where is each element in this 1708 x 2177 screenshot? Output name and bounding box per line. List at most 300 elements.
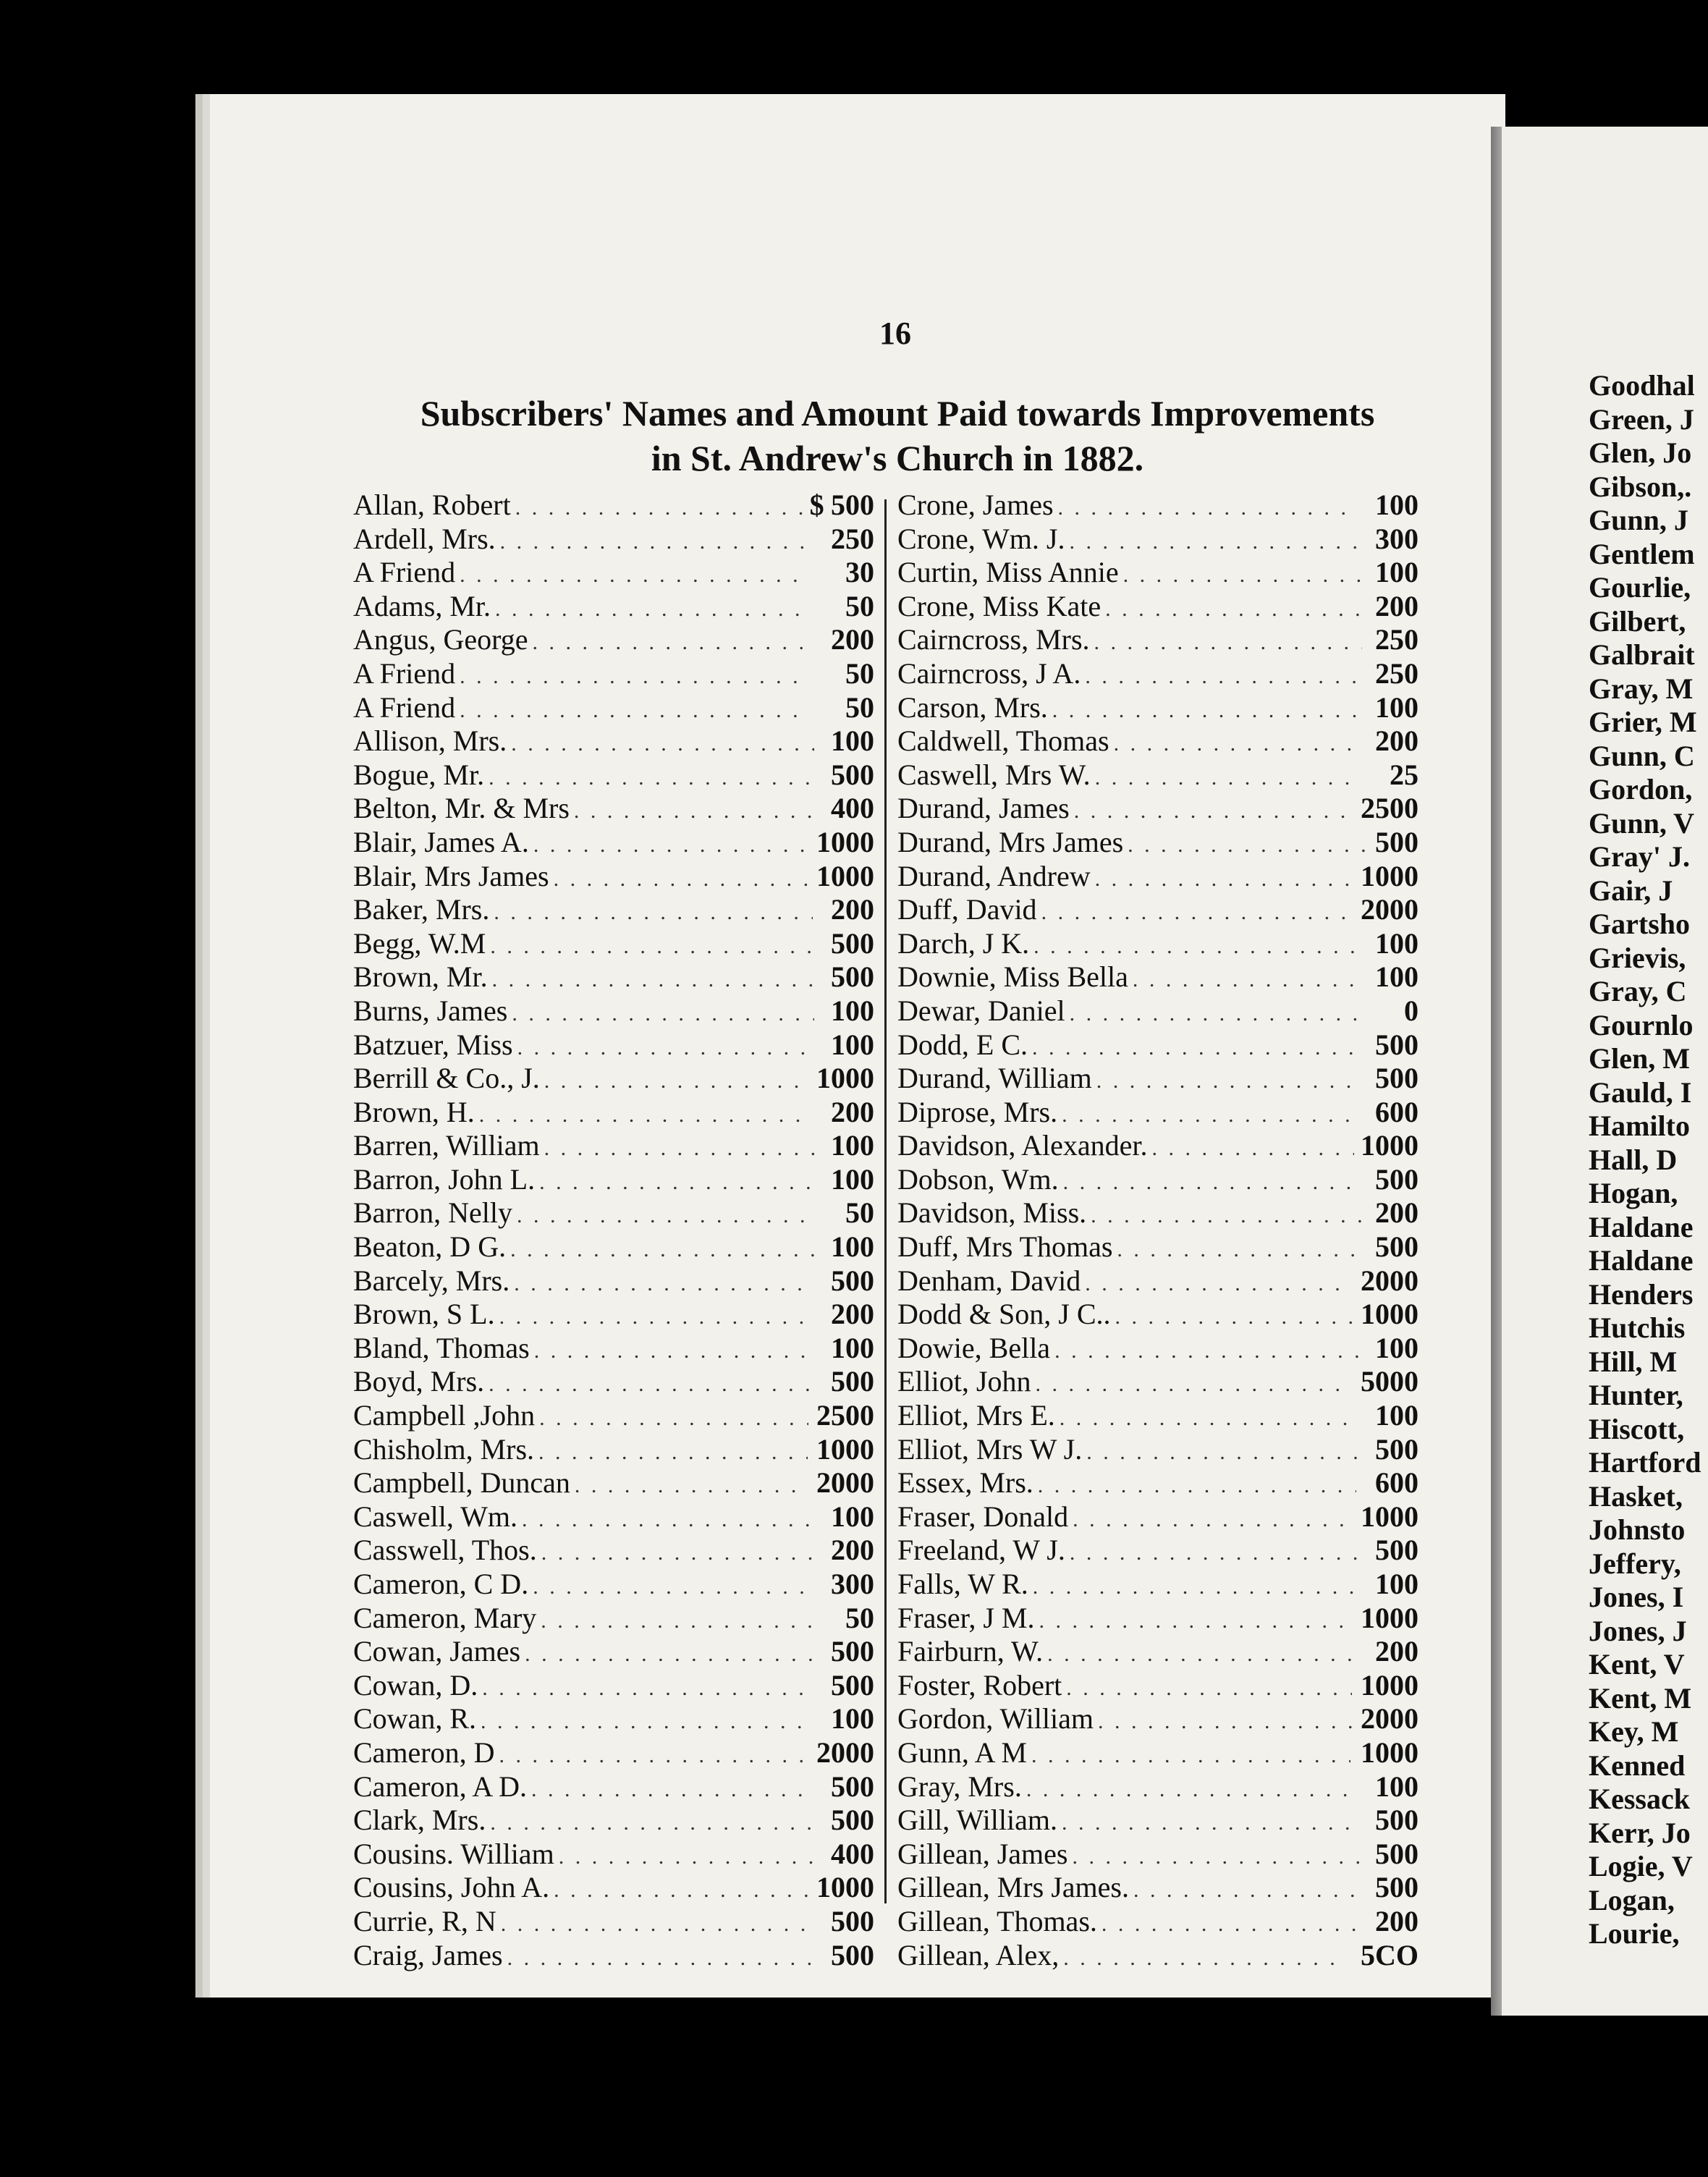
dot-leader [1065, 997, 1369, 1028]
amount-cents: 00 [1390, 859, 1419, 892]
subscriber-name: Brown, Mr. [353, 960, 488, 994]
amount-dollars: 2 [831, 522, 845, 555]
subscriber-name: Davidson, Alexander. [897, 1129, 1148, 1162]
dot-leader [1081, 660, 1361, 691]
subscriber-name: Elliot, John [897, 1365, 1031, 1398]
right-page-name: Haldane [1589, 1210, 1694, 1243]
column-divider [884, 499, 887, 1903]
subscriber-row [897, 994, 1419, 1028]
dot-leader [1031, 1368, 1350, 1399]
amount-cents: 00 [1390, 1028, 1419, 1061]
dot-leader [495, 1739, 807, 1770]
subscriber-row [353, 1804, 874, 1838]
subscriber-name: Clark, Mrs. [353, 1804, 486, 1837]
dot-leader [489, 896, 812, 927]
subscriber-name: Carson, Mrs. [897, 690, 1048, 724]
dot-leader [484, 761, 812, 792]
amount-cents: 00 [1390, 1500, 1419, 1533]
subscriber-name: Cousins. William [353, 1837, 554, 1870]
dot-leader [496, 525, 813, 557]
subscriber-name: Cowan, James [353, 1635, 521, 1668]
right-page-name: Lourie, [1589, 1917, 1680, 1950]
subscriber-name: Cowan, R. [353, 1702, 476, 1736]
right-page-name: Kent, M [1589, 1681, 1692, 1715]
amount-cents: 00 [1390, 1804, 1419, 1837]
dot-leader [535, 1402, 808, 1433]
dot-leader [530, 1335, 816, 1366]
subscriber-row [353, 523, 874, 557]
amount-dollars: 1 [1375, 489, 1390, 521]
amount-cents: 30 [845, 556, 874, 589]
right-page-name: Gourlie, [1589, 571, 1691, 604]
right-page-name: Grievis, [1589, 941, 1686, 974]
amount-cents: 00 [845, 893, 874, 926]
dot-leader [1123, 829, 1365, 860]
dot-leader [534, 1436, 808, 1467]
amount-dollars: 1 [831, 1702, 846, 1736]
dot-leader [1059, 1942, 1345, 1973]
amount-dollars: 5 [1375, 1162, 1390, 1196]
subscriber-row [353, 1298, 874, 1332]
dot-leader [1101, 593, 1363, 624]
amount-cents: 00 [1390, 1264, 1419, 1297]
right-page-column [1589, 369, 1708, 1951]
right-page-name: Jones, J [1589, 1614, 1687, 1647]
subscriber-name: Downie, Miss Bella [897, 960, 1128, 994]
amount-cents: 00 [1390, 690, 1419, 724]
subscriber-row [353, 1264, 874, 1298]
subscriber-name: Angus, George [353, 623, 528, 656]
dot-leader [1112, 1233, 1364, 1264]
amount-dollars: 5 [1375, 1432, 1390, 1466]
subscriber-name: Campbell ,John [353, 1399, 536, 1432]
amount-cents: 00 [1390, 926, 1419, 960]
dot-leader [1022, 1773, 1356, 1804]
subscriber-name: Essex, Mrs. [897, 1466, 1033, 1500]
amount-cents: 00 [1390, 1365, 1419, 1398]
right-page-name: Gordon, [1589, 773, 1693, 806]
subscriber-row [897, 1602, 1419, 1636]
subscriber-row [897, 1635, 1419, 1669]
amount-cents: 50 [845, 589, 874, 622]
dot-leader [1097, 1908, 1363, 1939]
amount-dollars: 25 [816, 1399, 845, 1432]
amount-dollars: 5 [831, 1635, 845, 1668]
subscriber-name: Durand, Andrew [897, 859, 1091, 892]
amount-cents: 00 [845, 1466, 874, 1500]
subscriber-name: Caswell, Mrs W. [897, 758, 1091, 791]
dot-leader [496, 1908, 813, 1939]
amount-cents: 00 [845, 1668, 874, 1702]
subscriber-row [353, 1871, 874, 1905]
dot-leader [1028, 1031, 1356, 1062]
subscriber-name: A Friend [353, 656, 456, 690]
subscriber-name: Cairncross, Mrs. [897, 623, 1090, 656]
subscriber-row [897, 1669, 1419, 1703]
middle-column [897, 489, 1419, 1972]
subscriber-row [353, 724, 874, 758]
amount-cents: 00 [845, 1298, 874, 1331]
subscriber-name: Darch, J K. [897, 926, 1030, 960]
dot-leader [1043, 1638, 1358, 1669]
right-page-name: Gair, J [1589, 874, 1673, 907]
amount-cents: 00 [845, 1871, 874, 1904]
right-page-name: Jeffery, [1589, 1547, 1681, 1580]
amount-dollars: 10 [1361, 1298, 1390, 1331]
subscriber-row [353, 691, 874, 725]
amount-dollars: 1 [1375, 690, 1390, 724]
subscriber-name: Bogue, Mr. [353, 758, 485, 791]
amount-dollars: 1 [1375, 1568, 1390, 1600]
subscriber-row [353, 489, 874, 523]
title-line-2: in St. Andrew's Church in 1882. [651, 438, 1144, 478]
amount-dollars: 1 [1375, 556, 1390, 589]
amount-dollars: 10 [1361, 1736, 1390, 1769]
subscriber-name: Beaton, D G. [353, 1230, 507, 1264]
amount-cents: 00 [845, 1365, 874, 1398]
subscriber-name: Allan, Robert [353, 489, 511, 521]
amount-cents: 0 [1404, 994, 1419, 1027]
amount-cents: 00 [845, 994, 874, 1027]
subscriber-name: Gillean, Alex, [897, 1938, 1060, 1971]
subscriber-row [353, 1500, 874, 1534]
amount-cents: 50 [845, 690, 874, 724]
dot-leader [529, 829, 808, 860]
subscriber-name: Barcely, Mrs. [353, 1264, 510, 1297]
amount-cents: 00 [1390, 893, 1419, 926]
amount-dollars: 20 [1361, 893, 1390, 926]
right-page-name: Gartsho [1589, 908, 1690, 940]
amount-dollars: 6 [1374, 1466, 1390, 1500]
amount-cents: 00 [845, 1534, 874, 1567]
right-page-name: Glen, Jo [1589, 436, 1692, 469]
amount-cents: 00 [1389, 1837, 1419, 1870]
subscriber-row [353, 1838, 874, 1872]
right-page-name: Hogan, [1589, 1177, 1678, 1209]
amount-dollars: 5 [830, 1770, 845, 1803]
subscriber-row [353, 1736, 874, 1770]
dot-leader [540, 1065, 808, 1096]
amount-cents: 50 [845, 1601, 874, 1634]
subscriber-name: Currie, R, N [353, 1904, 496, 1937]
right-page-name: Kenned [1589, 1749, 1686, 1782]
subscriber-row [897, 590, 1419, 624]
amount-cents: 00 [845, 1432, 874, 1466]
subscriber-name: Elliot, Mrs W J. [897, 1432, 1083, 1466]
amount-dollars: 1 [831, 1331, 846, 1364]
dot-leader [520, 1638, 815, 1669]
subscriber-row [353, 1770, 874, 1804]
subscriber-name: Durand, William [897, 1062, 1092, 1095]
dot-leader [1054, 491, 1359, 523]
amount-cents: 00 [845, 724, 874, 758]
amount-dollars: 5 [1375, 1062, 1390, 1095]
amount-dollars: 6 [1375, 1095, 1390, 1128]
amount-cents: 00 [845, 1568, 874, 1600]
amount-cents: 00 [1390, 1871, 1419, 1904]
right-page-name: Gibson,. [1589, 470, 1692, 503]
right-page-name: Gilbert, [1589, 604, 1686, 638]
subscriber-row [353, 590, 874, 624]
dot-leader [1057, 1806, 1359, 1838]
subscriber-row [897, 523, 1419, 557]
amount-cents: 00 [845, 1264, 874, 1297]
subscriber-name: Davidson, Miss. [897, 1196, 1087, 1230]
right-page-name: Hamilto [1589, 1109, 1690, 1142]
amount-dollars: 10 [816, 859, 845, 892]
subscriber-row [353, 657, 874, 691]
subscriber-name: Begg, W.M [353, 926, 486, 960]
dot-leader [1070, 795, 1352, 826]
dot-leader [511, 491, 810, 523]
right-page-name: Haldane [1589, 1244, 1694, 1277]
subscriber-row [897, 792, 1419, 826]
dot-leader [1119, 559, 1365, 590]
subscriber-name: Gill, William. [897, 1804, 1057, 1837]
dot-leader [1091, 761, 1362, 792]
amount-dollars: 10 [1361, 1500, 1390, 1533]
right-page-name: Gournlo [1589, 1008, 1694, 1041]
subscriber-row [353, 1702, 874, 1736]
amount-dollars: 10 [1361, 1668, 1390, 1702]
amount-cents: 00 [1390, 1904, 1419, 1937]
amount-cents: 00 [845, 1028, 874, 1061]
right-page-name: Key, M [1589, 1715, 1679, 1748]
dot-leader [1037, 896, 1351, 927]
subscriber-name: Cameron, A D. [353, 1770, 527, 1803]
dot-leader [1081, 1267, 1352, 1298]
right-page-name: Hiscott, [1589, 1412, 1685, 1445]
dot-leader [1029, 930, 1356, 961]
dot-leader [476, 1705, 811, 1736]
dot-leader [540, 1132, 818, 1163]
amount-dollars: 1 [1375, 1331, 1390, 1364]
right-page-name: Kent, V [1589, 1648, 1685, 1681]
subscriber-row [897, 1365, 1419, 1399]
subscriber-name: Gordon, William [897, 1702, 1094, 1736]
subscriber-row [897, 1028, 1419, 1062]
amount-cents: 00 [845, 1129, 874, 1162]
subscriber-row [353, 1096, 874, 1130]
amount-cents: 00 [845, 1904, 874, 1937]
right-page-name: Hartford [1589, 1446, 1701, 1479]
subscriber-name: Casswell, Thos. [353, 1534, 537, 1567]
dot-leader [503, 1942, 814, 1973]
subscriber-name: Gillean, James [897, 1837, 1068, 1870]
amount-dollars: 2 [1375, 623, 1390, 656]
right-page-name: Jones, I [1589, 1581, 1684, 1613]
amount-dollars: 10 [816, 1432, 845, 1466]
subscriber-name: Barron, John L. [353, 1162, 536, 1196]
amount-cents: 00 [1390, 589, 1419, 622]
subscriber-row [897, 1433, 1419, 1467]
subscriber-name: Cameron, C D. [353, 1568, 529, 1600]
dot-leader [488, 963, 813, 994]
subscriber-row [897, 826, 1419, 860]
amount-dollars: 20 [1361, 1702, 1390, 1736]
amount-cents: 00 [1390, 1432, 1419, 1466]
amount-dollars: 1 [831, 1028, 846, 1061]
subscriber-name: Crone, Wm. J. [897, 522, 1065, 555]
dot-leader [1068, 1503, 1352, 1534]
dot-leader [536, 1605, 816, 1636]
amount-dollars: 2 [831, 1298, 845, 1331]
amount-cents: 00 [1390, 1095, 1419, 1128]
amount-cents: 00 [845, 1399, 874, 1432]
right-page-name: Hunter, [1589, 1379, 1683, 1411]
right-page-name: Gentlem [1589, 537, 1695, 570]
subscriber-name: Cameron, Mary [353, 1601, 537, 1634]
subscriber-row [897, 1399, 1419, 1433]
dot-leader [1129, 1874, 1366, 1905]
subscriber-row [353, 556, 874, 590]
subscriber-row [353, 1129, 874, 1163]
amount-cents: 00 [1390, 1062, 1419, 1095]
subscriber-name: Brown, S L. [353, 1298, 495, 1331]
amount-cents: 00 [1390, 1399, 1419, 1432]
amount-dollars: 5 [1375, 1534, 1390, 1567]
dot-leader [1128, 963, 1366, 994]
amount-dollars: 2 [1375, 1904, 1390, 1937]
amount-cents: 00 [1390, 1601, 1419, 1634]
dot-leader [513, 1031, 815, 1062]
subscriber-name: Bland, Thomas [353, 1331, 530, 1364]
dot-leader [1050, 1335, 1358, 1366]
amount-dollars: 2 [1375, 1196, 1390, 1230]
subscriber-row [353, 1433, 874, 1467]
dot-leader [512, 1199, 815, 1230]
right-page-name: Gray, M [1589, 672, 1694, 705]
subscriber-name: Baker, Mrs. [353, 893, 490, 926]
dot-leader [1065, 525, 1359, 557]
amount-dollars: 5 [831, 1264, 845, 1297]
amount-cents: 00 [1390, 1568, 1419, 1600]
right-page-name: Gunn, C [1589, 739, 1695, 772]
subscriber-row [897, 657, 1419, 691]
subscriber-row [897, 1264, 1419, 1298]
amount-cents: 25 [1390, 758, 1419, 791]
right-page-name: Logan, [1589, 1883, 1675, 1916]
subscriber-name: Denham, David [897, 1264, 1081, 1297]
subscriber-name: Brown, H. [353, 1095, 475, 1128]
amount-cents: 00 [845, 1230, 874, 1264]
subscriber-name: Berrill & Co., J. [353, 1062, 540, 1095]
amount-cents: 00 [1390, 1702, 1419, 1736]
dot-leader [1065, 1536, 1360, 1568]
amount-cents: 00 [1390, 1770, 1419, 1803]
amount-dollars: 5 [831, 489, 845, 521]
subscriber-name: Cameron, D [353, 1736, 495, 1769]
dot-leader [455, 694, 809, 725]
currency-symbol: $ [809, 489, 824, 521]
subscriber-name: Dobson, Wm. [897, 1162, 1059, 1196]
subscriber-row [897, 1332, 1419, 1366]
amount-dollars: 5 [1375, 1230, 1390, 1264]
amount-dollars: 1 [1375, 1399, 1390, 1432]
dot-leader [1091, 863, 1353, 894]
subscriber-row [353, 1669, 874, 1703]
dot-leader [507, 727, 814, 758]
subscriber-row [897, 1163, 1419, 1197]
amount-dollars: 2 [831, 1095, 845, 1128]
subscriber-name: Curtin, Miss Annie [897, 556, 1119, 589]
amount-dollars: 5 [831, 960, 845, 994]
subscriber-name: Durand, Mrs James [897, 825, 1124, 858]
subscriber-name: Boyd, Mrs. [353, 1365, 485, 1398]
subscriber-row [897, 960, 1419, 994]
amount-dollars: 5 [831, 1904, 845, 1937]
subscriber-row [897, 556, 1419, 590]
dot-leader [570, 795, 820, 826]
subscriber-row [353, 1939, 874, 1973]
subscriber-name: Blair, Mrs James [353, 859, 549, 892]
amount-cents: 00 [845, 1938, 874, 1971]
amount-dollars: 2 [1375, 724, 1390, 758]
right-page-name: Gray, C [1589, 975, 1687, 1007]
subscriber-name: Burns, James [353, 994, 508, 1027]
dot-leader [475, 1099, 811, 1130]
amount-dollars: 2 [831, 1534, 845, 1567]
subscriber-name: Cousins, John A. [353, 1871, 550, 1904]
amount-cents: 00 [1390, 1129, 1419, 1162]
amount-cents: 00 [845, 1500, 874, 1533]
amount-dollars: 5 [1375, 825, 1390, 858]
subscriber-name: Fraser, J M. [897, 1601, 1035, 1634]
dot-leader [528, 1571, 816, 1602]
amount-dollars: 5 [831, 1668, 845, 1702]
subscriber-row [897, 1939, 1419, 1973]
subscriber-row [353, 1332, 874, 1366]
subscriber-row [353, 1028, 874, 1062]
dot-leader [506, 1233, 814, 1264]
subscriber-row [353, 1905, 874, 1939]
dot-leader [1057, 1099, 1359, 1130]
amount-cents: 00 [1390, 960, 1419, 994]
subscriber-row [353, 792, 874, 826]
dot-leader [517, 1503, 815, 1534]
dot-leader [491, 593, 813, 624]
subscriber-row [897, 1230, 1419, 1264]
amount-dollars: 50 [1361, 1365, 1390, 1398]
amount-dollars: 20 [1361, 1264, 1390, 1297]
dot-leader [1055, 1402, 1359, 1433]
subscriber-row [353, 1466, 874, 1500]
amount-cents: 00 [845, 859, 874, 892]
dot-leader [478, 1672, 811, 1703]
amount-cents: 00 [845, 1162, 874, 1196]
subscriber-row [353, 994, 874, 1028]
subscriber-row [353, 826, 874, 860]
amount-cents: 00 [845, 1770, 874, 1803]
subscriber-name: Barren, William [353, 1129, 540, 1162]
amount-cents: 00 [845, 758, 874, 791]
subscriber-row [353, 1602, 874, 1636]
amount-cents: CO [1374, 1938, 1419, 1971]
amount-cents: 00 [1390, 1534, 1419, 1567]
amount-cents: 00 [845, 489, 874, 521]
right-page-name: Gauld, I [1589, 1075, 1692, 1109]
amount-cents: 00 [1390, 1736, 1419, 1769]
dot-leader [1092, 1065, 1362, 1096]
dot-leader [1059, 1166, 1359, 1197]
subscriber-row [353, 1365, 874, 1399]
amount-cents: 00 [1390, 792, 1419, 825]
amount-dollars: 1 [831, 1500, 846, 1533]
right-page-name: Gunn, J [1589, 504, 1688, 536]
title-line-1: Subscribers' Names and Amount Paid towards Improvements [420, 393, 1375, 434]
right-page-name: Green, J [1589, 402, 1694, 436]
amount-dollars: 1 [831, 724, 845, 758]
